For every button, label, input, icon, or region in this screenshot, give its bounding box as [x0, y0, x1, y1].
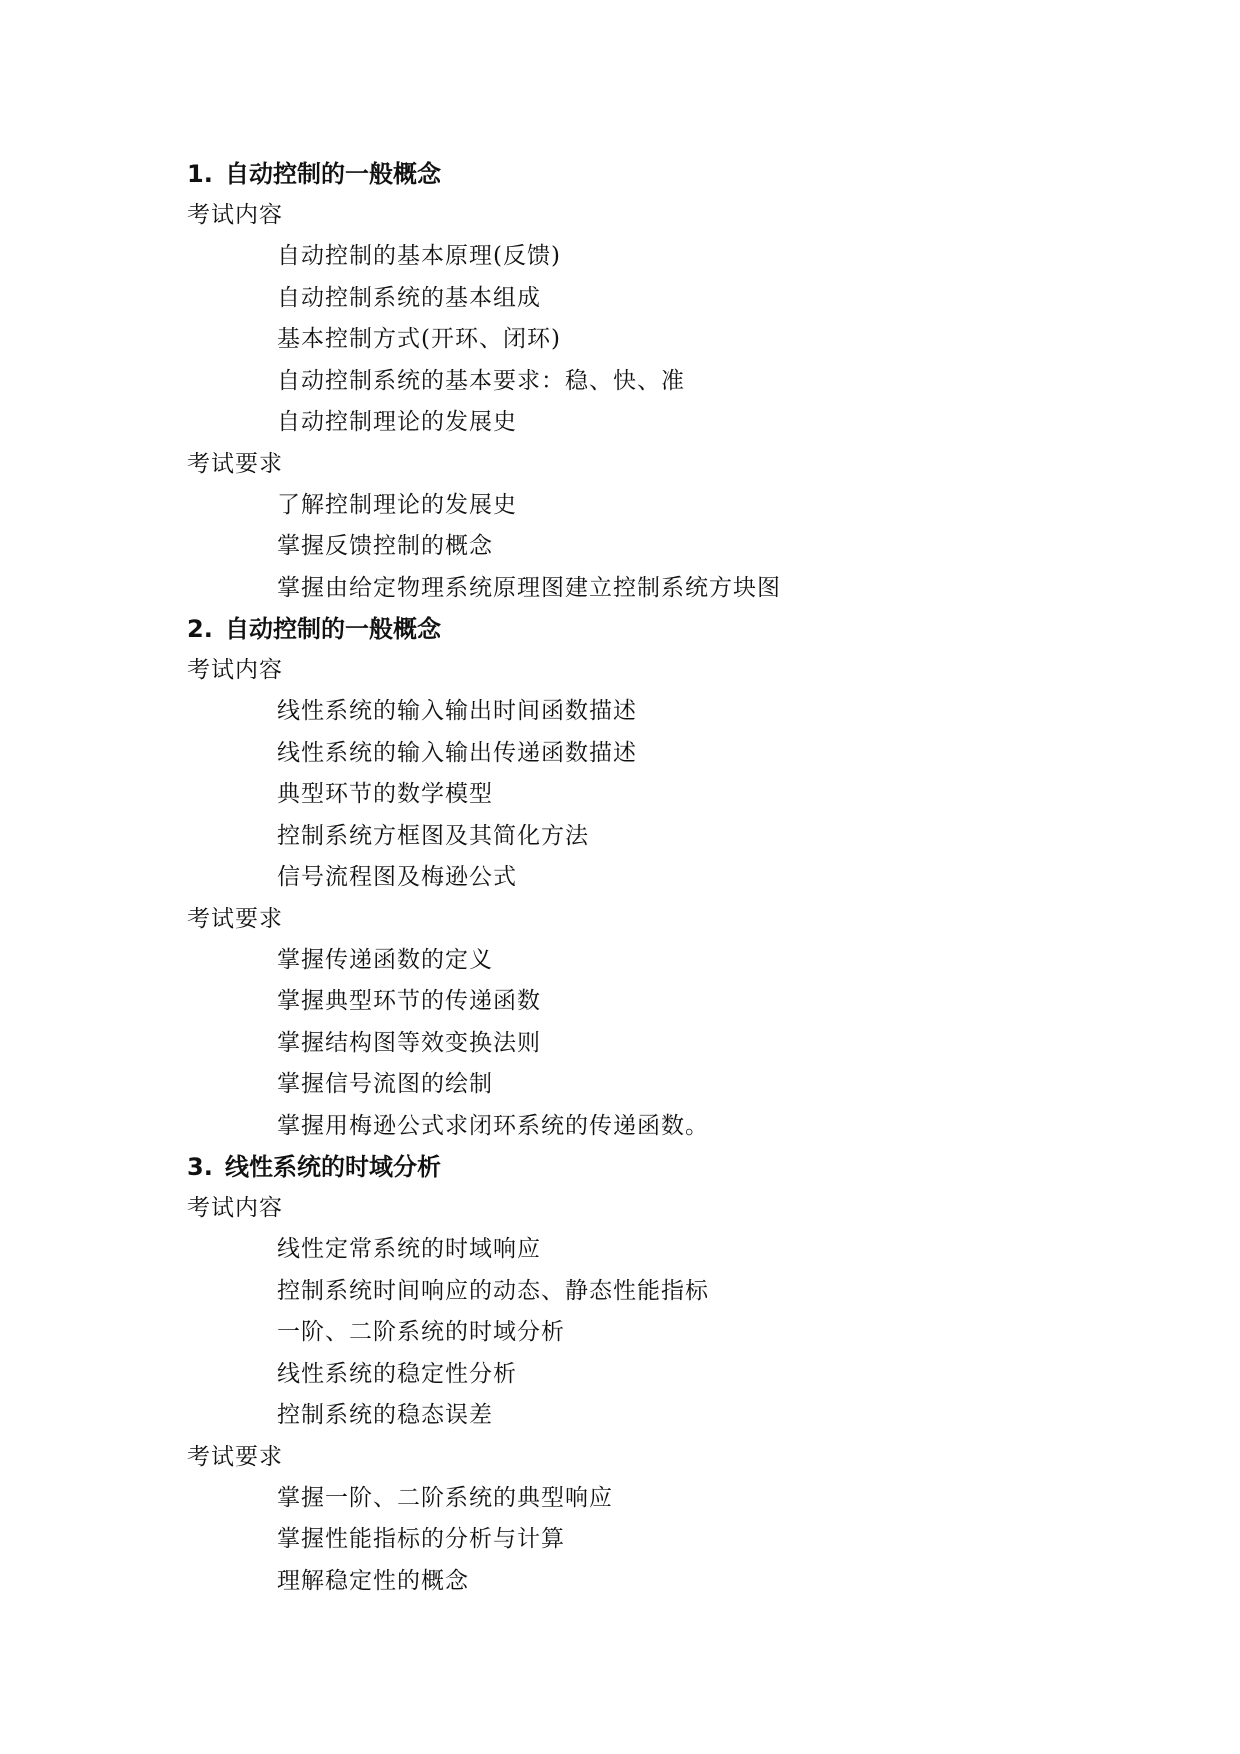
list-item: 理解稳定性的概念 [277, 1567, 469, 1594]
document-body [187, 154, 1167, 1602]
list-item: 基本控制方式(开环、闭环) [277, 326, 561, 352]
list-item: 自动控制系统的基本组成 [277, 284, 541, 311]
section-3-heading [187, 1147, 1167, 1188]
list-item: 掌握结构图等效变换法则 [277, 1029, 541, 1056]
section-2-requirement-label: 考试要求 [187, 905, 283, 932]
list-item: 线性系统的输入输出传递函数描述 [277, 739, 637, 766]
section-1-heading [187, 154, 1167, 195]
list-item: 信号流程图及梅逊公式 [277, 864, 517, 890]
section-3-content-label: 考试内容 [187, 1195, 283, 1221]
section-2-heading [187, 609, 1167, 650]
list-item: 线性定常系统的时域响应 [277, 1236, 541, 1262]
section-1-content-label: 考试内容 [187, 202, 283, 228]
list-item: 掌握性能指标的分析与计算 [277, 1526, 565, 1552]
list-item: 了解控制理论的发展史 [277, 491, 517, 518]
list-item: 控制系统方框图及其简化方法 [277, 822, 589, 849]
section-1-requirement-label: 考试要求 [187, 450, 283, 477]
section-1-number: 1. [187, 160, 213, 188]
list-item: 掌握反馈控制的概念 [277, 533, 493, 559]
section-1-title: 自动控制的一般概念 [225, 160, 441, 188]
list-item: 自动控制理论的发展史 [277, 409, 517, 435]
list-item: 自动控制系统的基本要求：稳、快、准 [277, 367, 685, 394]
list-item: 一阶、二阶系统的时域分析 [277, 1319, 565, 1345]
list-item: 典型环节的数学模型 [277, 781, 493, 807]
list-item: 掌握由给定物理系统原理图建立控制系统方块图 [277, 574, 781, 601]
list-item: 控制系统的稳态误差 [277, 1402, 493, 1428]
section-3-title: 线性系统的时域分析 [225, 1153, 441, 1181]
list-item: 掌握一阶、二阶系统的典型响应 [277, 1484, 613, 1511]
list-item: 自动控制的基本原理(反馈) [277, 243, 561, 269]
list-item: 控制系统时间响应的动态、静态性能指标 [277, 1277, 709, 1304]
list-item: 线性系统的稳定性分析 [277, 1360, 517, 1387]
section-2-title: 自动控制的一般概念 [225, 615, 441, 643]
list-item: 掌握信号流图的绘制 [277, 1071, 493, 1097]
section-3-number: 3. [187, 1153, 213, 1181]
list-item: 掌握传递函数的定义 [277, 946, 493, 973]
list-item: 线性系统的输入输出时间函数描述 [277, 698, 637, 724]
list-item: 掌握典型环节的传递函数 [277, 988, 541, 1014]
section-2-content-label: 考试内容 [187, 657, 283, 683]
section-2-number: 2. [187, 615, 213, 643]
section-3-requirement-label: 考试要求 [187, 1443, 283, 1470]
list-item: 掌握用梅逊公式求闭环系统的传递函数。 [277, 1112, 709, 1139]
